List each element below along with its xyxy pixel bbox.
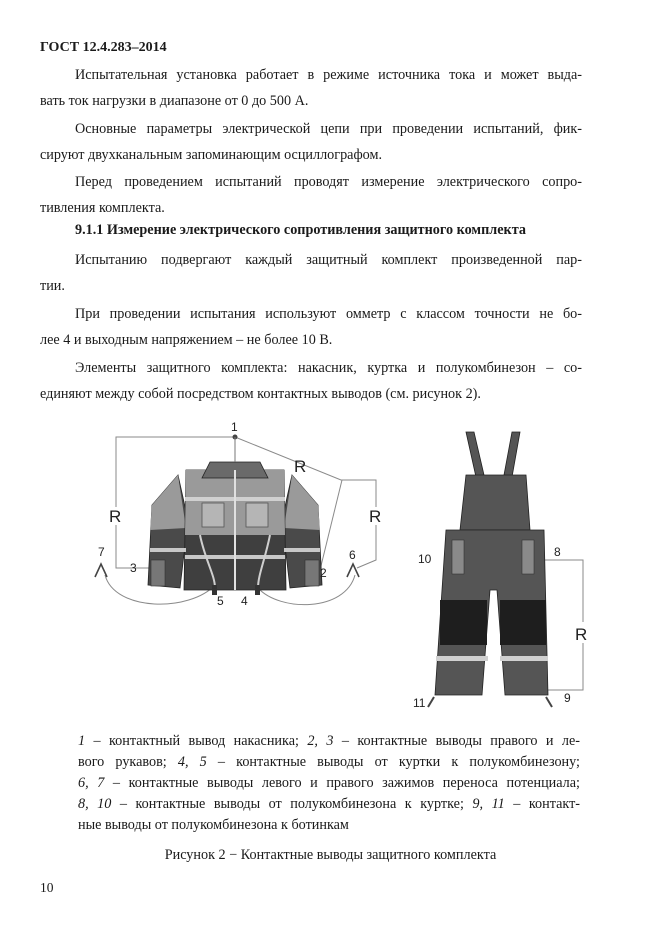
legend-text: – контактный вывод накасника; <box>85 733 308 749</box>
paragraph-line: лее 4 и выходным напряжением – не более 10 В. <box>40 332 333 348</box>
legend-text: – контактные выводы от полукомбинезона к куртке; <box>111 796 473 812</box>
legend-text: – контактные выводы правого и ле- <box>333 733 581 749</box>
label-8: 8 <box>554 545 561 559</box>
legend-ref: 4, 5 <box>177 754 207 770</box>
paragraph-elements <box>40 355 582 407</box>
paragraph-line: Испытанию подвергают каждый защитный комплект произведенной пар- <box>75 252 582 268</box>
label-2: 2 <box>320 566 327 580</box>
legend-text: вого рукавов; <box>78 754 178 770</box>
legend-line: ные выводы от полукомбинезона к ботинкам <box>78 817 349 833</box>
legend-line <box>78 794 580 815</box>
section-subheading: 9.1.1 Измерение электрического сопротивления защитного комплекта <box>75 222 526 238</box>
paragraph-ohmmeter <box>40 301 582 353</box>
overalls-drawing <box>428 432 552 707</box>
paragraph-test-setup <box>40 62 582 114</box>
figure-legend <box>78 731 580 836</box>
legend-line <box>78 731 580 752</box>
resistance-label-overalls: R <box>575 625 588 644</box>
legend-ref: 2, 3 <box>307 733 334 749</box>
label-7: 7 <box>98 545 105 559</box>
paragraph-line: Основные параметры электрической цепи при проведении испытаний, фик- <box>75 121 582 137</box>
legend-text: – контактные выводы левого и правого зажимов переноса потенциала; <box>104 775 580 791</box>
label-1: 1 <box>231 420 238 434</box>
label-9: 9 <box>564 691 571 705</box>
page-number: 10 <box>40 880 54 895</box>
paragraph-line: Перед проведением испытаний проводят измерение электрического сопро- <box>75 174 582 190</box>
legend-ref: 6, 7 <box>78 775 105 791</box>
document-header: ГОСТ 12.4.283–2014 <box>40 40 167 55</box>
figure-drawing <box>80 415 610 715</box>
paragraph-line: Испытательная установка работает в режиме источника тока и может выда- <box>75 67 582 83</box>
resistance-label-right: R <box>369 507 382 526</box>
label-6: 6 <box>349 548 356 562</box>
legend-ref: 1 <box>78 733 86 749</box>
paragraph-line: тивления комплекта. <box>40 200 165 216</box>
legend-line <box>78 752 580 773</box>
label-11: 11 <box>413 696 426 710</box>
legend-ref: 8, 10 <box>78 796 112 812</box>
paragraph-line: При проведении испытания используют омметр с классом точности не бо- <box>75 306 582 322</box>
label-5: 5 <box>217 594 224 608</box>
paragraph-circuit-params <box>40 116 582 168</box>
label-10: 10 <box>418 552 432 566</box>
paragraph-pre-test <box>40 169 582 221</box>
figure-caption: Рисунок 2 − Контактные выводы защитного комплекта <box>164 847 497 863</box>
paragraph-line: Элементы защитного комплекта: накасник, куртка и полукомбинезон – со- <box>75 360 582 376</box>
resistance-label-top: R <box>294 457 307 476</box>
resistance-label-left: R <box>109 507 122 526</box>
legend-text: – контакт- <box>504 796 581 812</box>
paragraph-line: единяют между собой посредством контактных выводов (см. рисунок 2). <box>40 386 481 402</box>
legend-ref: 9, 11 <box>472 796 505 812</box>
figure-contact-leads <box>80 415 610 715</box>
label-3: 3 <box>130 561 137 575</box>
label-4: 4 <box>241 594 248 608</box>
paragraph-batch <box>40 247 582 299</box>
legend-line <box>78 773 580 794</box>
legend-text: – контактные выводы от куртки к полукомбинезону; <box>206 754 580 770</box>
paragraph-line: вать ток нагрузки в диапазоне от 0 до 500 А. <box>40 93 309 109</box>
paragraph-line: сируют двухканальным запоминающим осциллографом. <box>40 147 383 163</box>
paragraph-line: тии. <box>40 278 65 294</box>
